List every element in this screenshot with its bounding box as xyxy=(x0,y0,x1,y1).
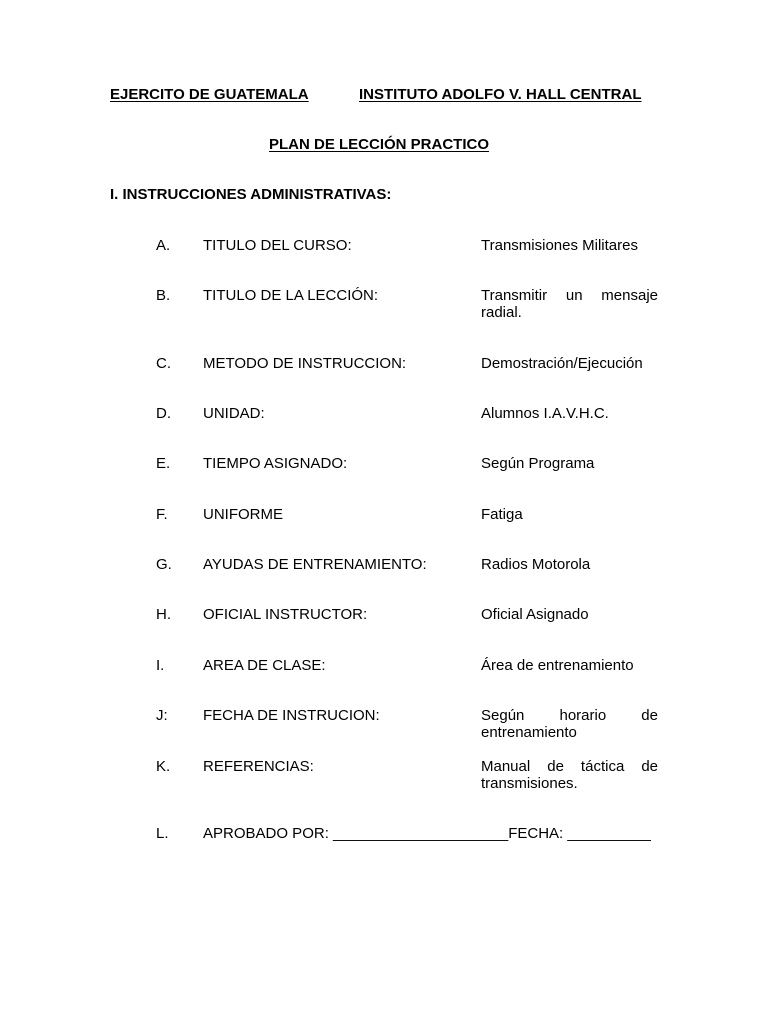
item-value xyxy=(481,606,658,623)
item-label: OFICIAL INSTRUCTOR: xyxy=(203,606,368,623)
item-value xyxy=(481,355,658,372)
section-heading: I. INSTRUCCIONES ADMINISTRATIVAS: xyxy=(110,186,392,203)
item-value-line: transmisiones. xyxy=(481,775,578,792)
item-label: AREA DE CLASE: xyxy=(203,657,326,674)
item-letter: L. xyxy=(156,825,169,842)
item-value xyxy=(481,657,658,674)
item-letter: I. xyxy=(156,657,165,674)
header-institute: INSTITUTO ADOLFO V. HALL CENTRAL xyxy=(359,86,642,103)
item-value xyxy=(481,405,658,422)
item-label: METODO DE INSTRUCCION: xyxy=(203,355,407,372)
item-value xyxy=(481,506,658,523)
item-value xyxy=(481,237,658,254)
item-label: REFERENCIAS: xyxy=(203,758,314,775)
item-letter: B. xyxy=(156,287,171,304)
item-label: TITULO DE LA LECCIÓN: xyxy=(203,287,379,304)
item-value xyxy=(481,287,658,321)
item-letter: C. xyxy=(156,355,171,372)
header-organization: EJERCITO DE GUATEMALA xyxy=(110,86,309,103)
item-value-text: Según Programa xyxy=(481,455,595,472)
item-letter: J: xyxy=(156,707,168,724)
item-value xyxy=(481,455,658,472)
item-letter: F. xyxy=(156,506,168,523)
item-letter: H. xyxy=(156,606,171,623)
item-value-line: radial. xyxy=(481,304,522,321)
item-label: TIEMPO ASIGNADO: xyxy=(203,455,348,472)
item-letter: E. xyxy=(156,455,171,472)
item-letter: K. xyxy=(156,758,171,775)
item-label: AYUDAS DE ENTRENAMIENTO: xyxy=(203,556,427,573)
item-label: UNIFORME xyxy=(203,506,283,523)
document-title: PLAN DE LECCIÓN PRACTICO xyxy=(269,136,490,153)
item-value xyxy=(481,758,658,792)
approval-line: APROBADO POR: _____________________FECHA: __________ xyxy=(203,825,651,842)
item-letter: D. xyxy=(156,405,171,422)
item-value-text: Alumnos I.A.V.H.C. xyxy=(481,405,609,422)
item-label: UNIDAD: xyxy=(203,405,265,422)
item-value-line: Manual de táctica de xyxy=(481,758,658,775)
item-value-line: entrenamiento xyxy=(481,724,577,741)
item-value xyxy=(481,556,658,573)
item-value-text: Fatiga xyxy=(481,506,523,523)
item-value-line: Según horario de xyxy=(481,707,658,724)
item-value-text: Área de entrenamiento xyxy=(481,657,634,674)
item-letter: G. xyxy=(156,556,172,573)
item-letter: A. xyxy=(156,237,171,254)
item-value xyxy=(481,707,658,741)
item-label: TITULO DEL CURSO: xyxy=(203,237,352,254)
item-label: FECHA DE INSTRUCION: xyxy=(203,707,380,724)
item-value-text: Transmisiones Militares xyxy=(481,237,638,254)
item-value-text: Oficial Asignado xyxy=(481,606,589,623)
item-value-text: Radios Motorola xyxy=(481,556,591,573)
item-value-line: Transmitir un mensaje xyxy=(481,287,658,304)
item-value-text: Demostración/Ejecución xyxy=(481,355,643,372)
